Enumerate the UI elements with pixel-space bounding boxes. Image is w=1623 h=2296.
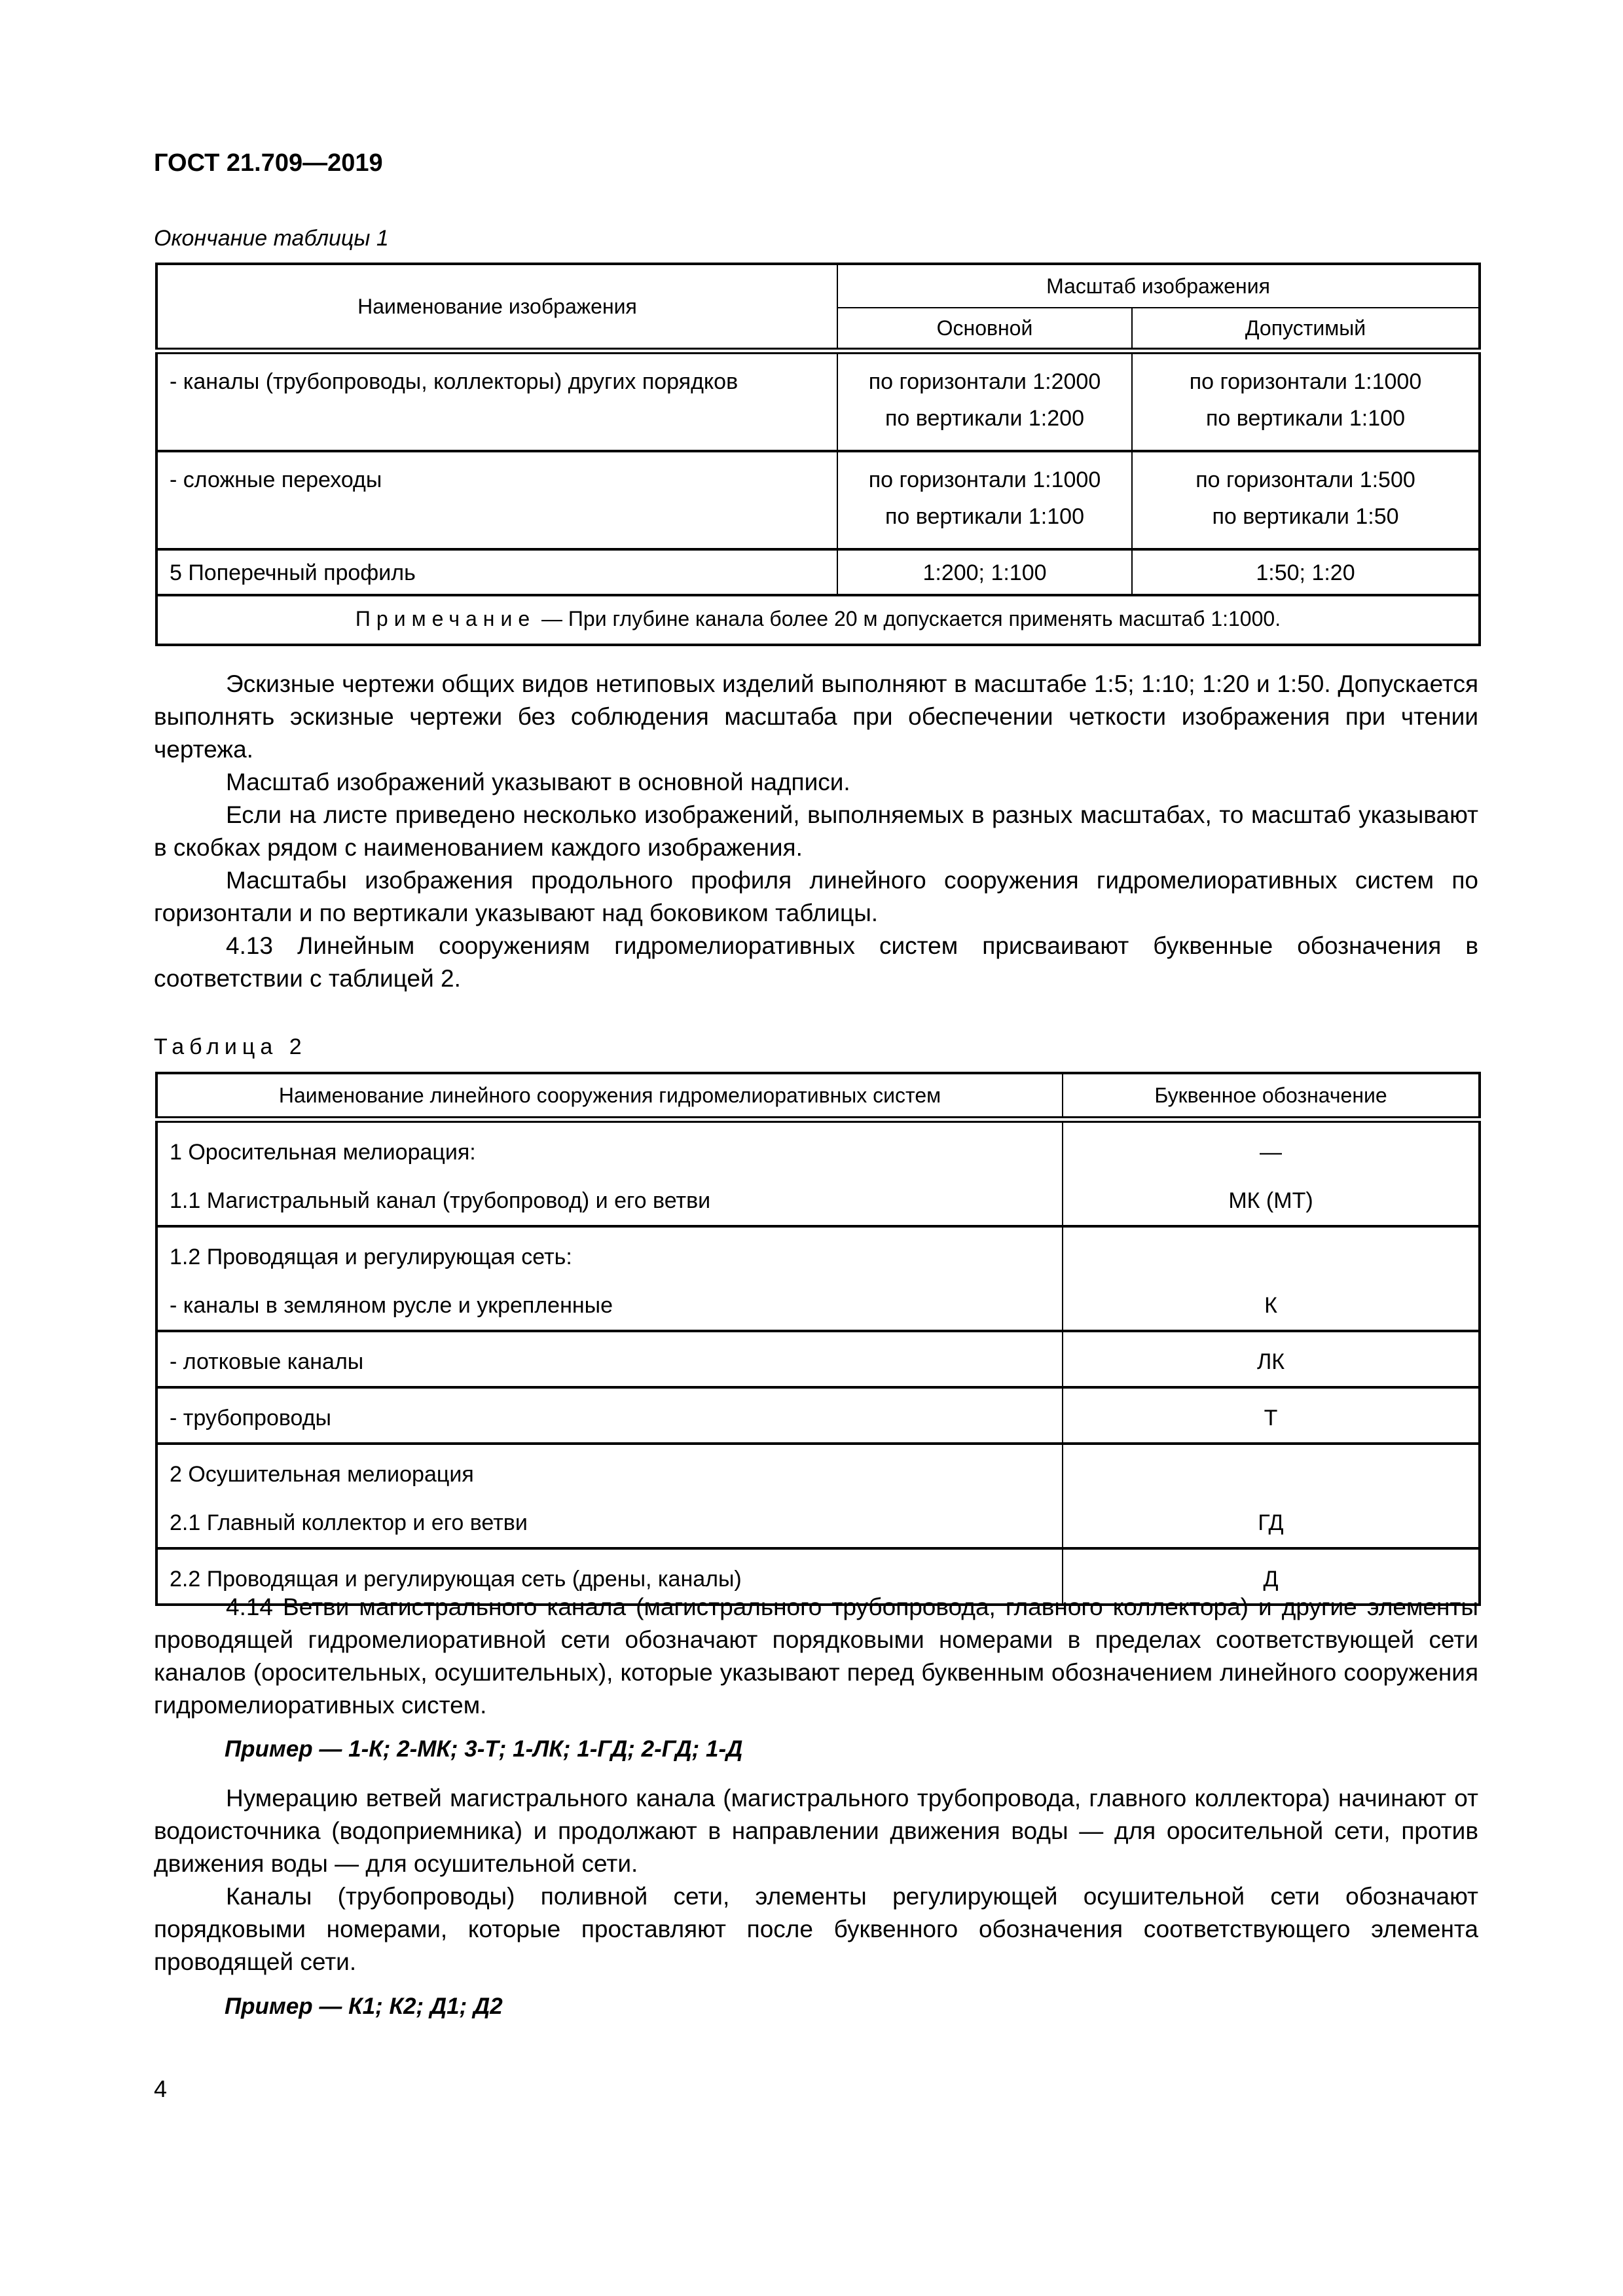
example-2: Пример — К1; К2; Д1; Д2 [225, 1994, 503, 2019]
table2-label: Таблица 2 [154, 1034, 307, 1059]
column-header-letter-code: Буквенное обозначение [1063, 1073, 1480, 1120]
table-row [156, 1331, 1480, 1387]
cell-name: 2.2 Проводящая и регулирующая сеть (дрены, каналы) [156, 1548, 1063, 1605]
scale-horizontal: по горизонтали 1:1000 [1189, 369, 1422, 394]
column-header-main: Основной [837, 308, 1132, 351]
table1-continuation-caption: Окончание таблицы 1 [154, 226, 389, 251]
cell-name: - каналы (трубопроводы, коллекторы) других порядков [156, 351, 837, 451]
scale-vertical: по вертикали 1:100 [1206, 406, 1405, 431]
cell-main [837, 451, 1132, 549]
table-row [156, 549, 1480, 595]
scale-vertical: по вертикали 1:200 [885, 406, 1084, 431]
cell-code: — МК (МТ) [1063, 1120, 1480, 1226]
table-note-row [156, 595, 1480, 645]
table-2-letter-codes [155, 1072, 1481, 1606]
cell-allowed [1132, 351, 1480, 451]
cell-name: 5 Поперечный профиль [156, 549, 837, 595]
cell-name: - сложные переходы [156, 451, 837, 549]
cell-code: Д [1063, 1548, 1480, 1605]
scale-horizontal: по горизонтали 1:1000 [868, 467, 1101, 492]
paragraph-channel-numbering: Каналы (трубопроводы) поливной сети, элементы регулирующей осушительной сети обозначают порядковыми номерами, которые проставляют после буквенного обозначения соответствующего элемента проводящей сети. [154, 1883, 1478, 1975]
table-row [156, 451, 1480, 549]
note-label: Примечание [355, 607, 536, 630]
column-header-name: Наименование изображения [156, 264, 837, 351]
note-text: — При глубине канала более 20 м допускается применять масштаб 1:1000. [536, 607, 1281, 630]
cell-main: 1:200; 1:100 [837, 549, 1132, 595]
cell-main [837, 351, 1132, 451]
cell-code: ЛК [1063, 1331, 1480, 1387]
paragraph-profile-scales: Масштабы изображения продольного профиля линейного сооружения гидромелиоративных систем по горизонтали и по вертикали указывают над боковиком таблицы. [154, 867, 1478, 926]
cell-allowed: 1:50; 1:20 [1132, 549, 1480, 595]
document-header: ГОСТ 21.709—2019 [154, 149, 383, 177]
example-1: Пример — 1-К; 2-МК; 3-Т; 1-ЛК; 1-ГД; 2-ГД; 1-Д [225, 1736, 743, 1762]
scale-vertical: по вертикали 1:50 [1212, 504, 1399, 529]
table-row [156, 351, 1480, 451]
cell-code: ГД [1063, 1444, 1480, 1548]
scale-horizontal: по горизонтали 1:500 [1195, 467, 1415, 492]
scale-vertical: по вертикали 1:100 [885, 504, 1084, 529]
cell-name: 1 Оросительная мелиорация: 1.1 Магистральный канал (трубопровод) и его ветви [156, 1120, 1063, 1226]
scale-horizontal: по горизонтали 1:2000 [868, 369, 1101, 394]
table-row [156, 1444, 1480, 1548]
column-header-scale-group: Масштаб изображения [837, 264, 1480, 308]
cell-name: - трубопроводы [156, 1387, 1063, 1444]
paragraph-sketch-drawings: Эскизные чертежи общих видов нетиповых изделий выполняют в масштабе 1:5; 1:10; 1:20 и 1:50. Допускается выполнять эскизные чертежи без соблюдения масштаба при обеспечении четкости изображения при чтении чертежа. [154, 670, 1478, 763]
table-row [156, 1387, 1480, 1444]
cell-code: К [1063, 1226, 1480, 1331]
column-header-structure-name: Наименование линейного сооружения гидромелиоративных систем [156, 1073, 1063, 1120]
cell-code: Т [1063, 1387, 1480, 1444]
paragraph-branch-numbering: Нумерацию ветвей магистрального канала (магистрального трубопровода, главного коллектора) начинают от водоисточника (водоприемника) и продолжают в направлении движения воды — для оросительной сети, против движения воды — для осушительной сети. [154, 1785, 1478, 1877]
cell-name: 1.2 Проводящая и регулирующая сеть: - каналы в земляном русле и укрепленные [156, 1226, 1063, 1331]
paragraph-4-14: 4.14 Ветви магистрального канала (магистрального трубопровода, главного коллектора) и другие элементы проводящей гидромелиоративной сети обозначают порядковыми номерами в пределах соответствующей сети каналов (оросительных, осушительных), которые указывают перед буквенным обозначением линейного сооружения гидромелиоративных систем. [154, 1594, 1478, 1719]
paragraph-4-13: 4.13 Линейным сооружениям гидромелиоративных систем присваивают буквенные обозначения в соответствии с таблицей 2. [154, 932, 1478, 992]
cell-allowed [1132, 451, 1480, 549]
cell-name: - лотковые каналы [156, 1331, 1063, 1387]
page-number: 4 [154, 2075, 168, 2102]
table-row [156, 1226, 1480, 1331]
paragraph-multiple-scales: Если на листе приведено несколько изображений, выполняемых в разных масштабах, то масштаб указывают в скобках рядом с наименованием каждого изображения. [154, 801, 1478, 861]
table-note [156, 595, 1480, 645]
column-header-allowed: Допустимый [1132, 308, 1480, 351]
table-row [156, 1120, 1480, 1226]
paragraph-scale-in-title-block: Масштаб изображений указывают в основной надписи. [226, 769, 850, 795]
table-1-scales [155, 263, 1481, 646]
cell-name: 2 Осушительная мелиорация 2.1 Главный коллектор и его ветви [156, 1444, 1063, 1548]
